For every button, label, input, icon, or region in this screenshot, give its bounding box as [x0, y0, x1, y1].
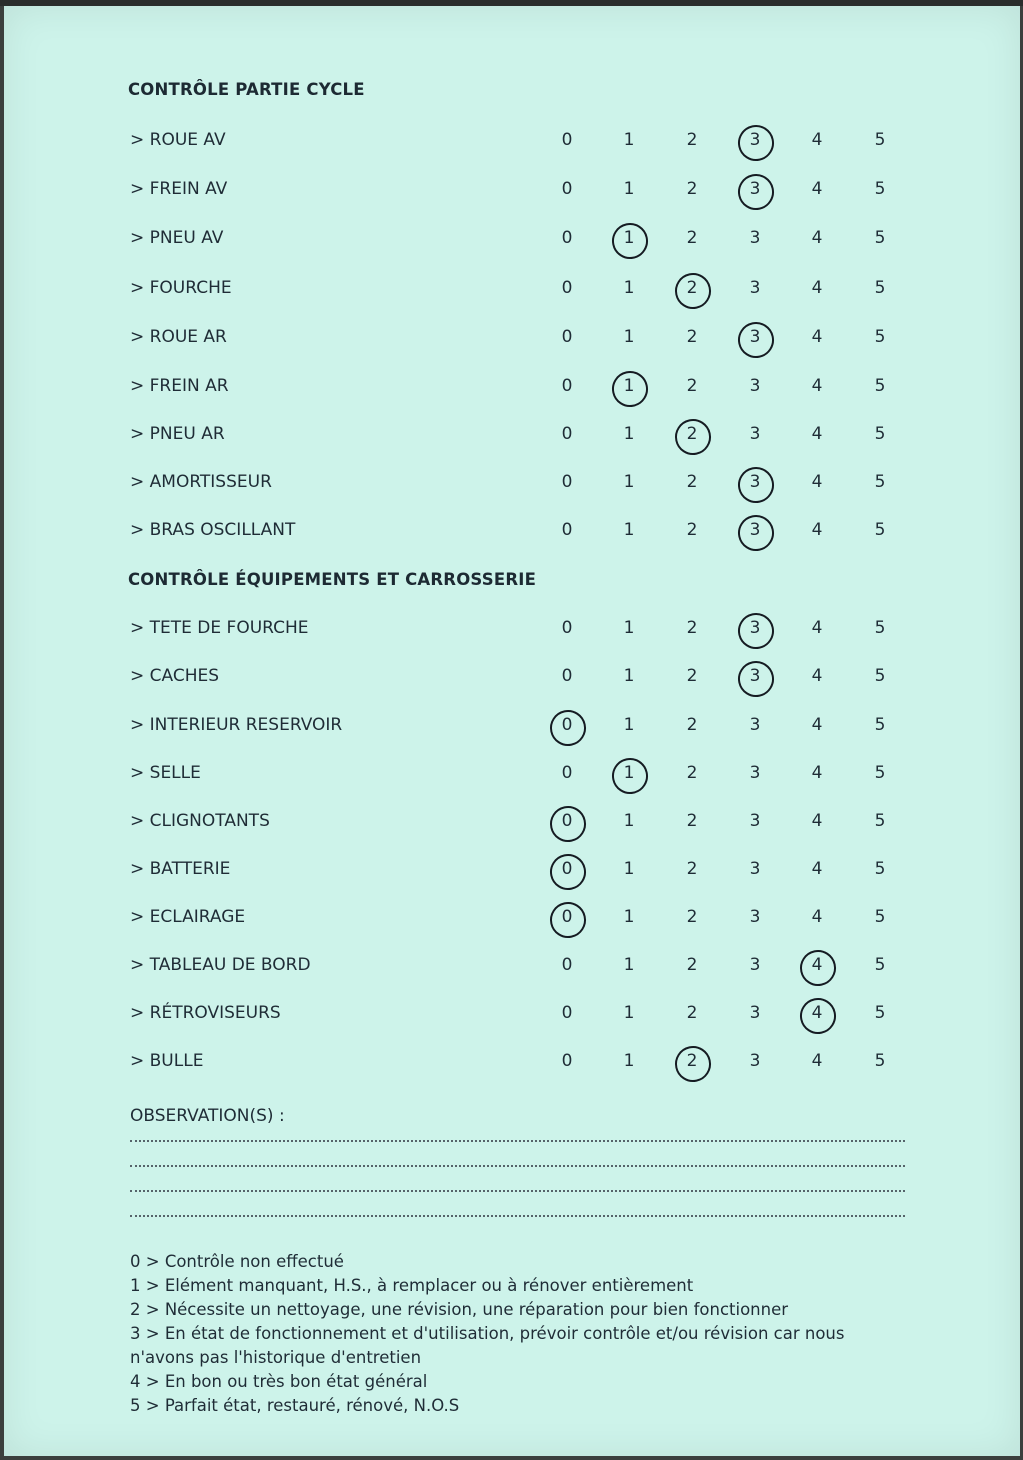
score-option-selected[interactable]: 2 — [677, 424, 707, 444]
score-option[interactable]: 5 — [874, 424, 886, 444]
score-option-selected[interactable]: 1 — [614, 376, 644, 396]
score-option[interactable]: 4 — [811, 424, 823, 444]
row-label: > FREIN AR — [130, 376, 229, 396]
score-option-selected[interactable]: 4 — [802, 955, 832, 975]
score-option[interactable]: 4 — [811, 376, 823, 396]
score-option[interactable]: 1 — [623, 472, 635, 492]
score-option[interactable]: 5 — [874, 1003, 886, 1023]
row-label: > FOURCHE — [130, 278, 232, 298]
score-option[interactable]: 2 — [686, 763, 698, 783]
score-option[interactable]: 4 — [811, 907, 823, 927]
score-option[interactable]: 5 — [874, 715, 886, 735]
checklist-row — [4, 618, 1023, 648]
checklist-row — [4, 228, 1023, 258]
score-option[interactable]: 1 — [623, 859, 635, 879]
score-option[interactable]: 0 — [561, 1051, 573, 1071]
score-option[interactable]: 0 — [561, 376, 573, 396]
score-option[interactable]: 4 — [811, 859, 823, 879]
score-option[interactable]: 5 — [874, 327, 886, 347]
score-option[interactable]: 1 — [623, 130, 635, 150]
checklist-row — [4, 424, 1023, 454]
score-option[interactable]: 2 — [686, 228, 698, 248]
score-option[interactable]: 5 — [874, 907, 886, 927]
score-option[interactable]: 2 — [686, 376, 698, 396]
score-option[interactable]: 1 — [623, 666, 635, 686]
score-option-selected[interactable]: 0 — [552, 859, 582, 879]
score-option[interactable]: 2 — [686, 618, 698, 638]
score-option-selected[interactable]: 3 — [740, 179, 770, 199]
score-option-selected[interactable]: 3 — [740, 666, 770, 686]
section-title-cycle: CONTRÔLE PARTIE CYCLE — [128, 80, 365, 99]
score-option[interactable]: 4 — [811, 1051, 823, 1071]
score-option[interactable]: 2 — [686, 327, 698, 347]
score-option[interactable]: 0 — [561, 763, 573, 783]
score-option[interactable]: 1 — [623, 520, 635, 540]
score-option[interactable]: 5 — [874, 955, 886, 975]
score-option[interactable]: 2 — [686, 907, 698, 927]
checklist-row — [4, 179, 1023, 209]
score-option[interactable]: 0 — [561, 955, 573, 975]
score-option[interactable]: 5 — [874, 376, 886, 396]
score-option[interactable]: 2 — [686, 715, 698, 735]
observations-title: OBSERVATION(S) : — [130, 1106, 285, 1126]
checklist-row — [4, 278, 1023, 308]
score-option-selected[interactable]: 0 — [552, 715, 582, 735]
score-option[interactable]: 0 — [561, 618, 573, 638]
score-option[interactable]: 5 — [874, 520, 886, 540]
checklist-row — [4, 1003, 1023, 1033]
score-option[interactable]: 3 — [749, 376, 761, 396]
score-option[interactable]: 2 — [686, 472, 698, 492]
row-label: > BRAS OSCILLANT — [130, 520, 296, 540]
score-option[interactable]: 5 — [874, 472, 886, 492]
score-option-selected[interactable]: 3 — [740, 472, 770, 492]
checklist-row — [4, 811, 1023, 841]
score-option[interactable]: 2 — [686, 955, 698, 975]
score-option-selected[interactable]: 0 — [552, 907, 582, 927]
score-option-selected[interactable]: 2 — [677, 1051, 707, 1071]
score-option[interactable]: 3 — [749, 859, 761, 879]
row-label: > BATTERIE — [130, 859, 231, 879]
score-option[interactable]: 0 — [561, 666, 573, 686]
row-label: > ROUE AR — [130, 327, 227, 347]
row-label: > TETE DE FOURCHE — [130, 618, 309, 638]
row-label: > FREIN AV — [130, 179, 228, 199]
score-option[interactable]: 4 — [811, 472, 823, 492]
inspection-sheet — [4, 6, 1020, 1456]
score-option[interactable]: 1 — [623, 424, 635, 444]
legend-item: 0 > Contrôle non effectué — [130, 1252, 344, 1271]
observation-line[interactable] — [130, 1165, 905, 1167]
legend-item: 5 > Parfait état, restauré, rénové, N.O.S — [130, 1396, 460, 1415]
score-option[interactable]: 3 — [749, 811, 761, 831]
checklist-row — [4, 520, 1023, 550]
score-option-selected[interactable]: 1 — [614, 763, 644, 783]
score-option[interactable]: 0 — [561, 179, 573, 199]
score-option[interactable]: 4 — [811, 179, 823, 199]
row-label: > CACHES — [130, 666, 220, 686]
score-option[interactable]: 0 — [561, 228, 573, 248]
score-option-selected[interactable]: 1 — [614, 228, 644, 248]
score-option[interactable]: 3 — [749, 1051, 761, 1071]
row-label: > BULLE — [130, 1051, 204, 1071]
checklist-row — [4, 763, 1023, 793]
score-option[interactable]: 0 — [561, 1003, 573, 1023]
checklist-row — [4, 327, 1023, 357]
score-option[interactable]: 2 — [686, 666, 698, 686]
score-option[interactable]: 0 — [561, 472, 573, 492]
score-option[interactable]: 1 — [623, 179, 635, 199]
score-option-selected[interactable]: 3 — [740, 327, 770, 347]
score-option[interactable]: 5 — [874, 1051, 886, 1071]
score-option[interactable]: 4 — [811, 327, 823, 347]
row-label: > ECLAIRAGE — [130, 907, 246, 927]
score-option[interactable]: 2 — [686, 1003, 698, 1023]
observation-line[interactable] — [130, 1140, 905, 1142]
score-option[interactable]: 4 — [811, 666, 823, 686]
score-option[interactable]: 3 — [749, 424, 761, 444]
score-option[interactable]: 0 — [561, 520, 573, 540]
score-option-selected[interactable]: 2 — [677, 278, 707, 298]
row-label: > RÉTROVISEURS — [130, 1003, 281, 1023]
checklist-row — [4, 376, 1023, 406]
score-option[interactable]: 3 — [749, 955, 761, 975]
score-option[interactable]: 4 — [811, 618, 823, 638]
score-option[interactable]: 0 — [561, 278, 573, 298]
checklist-row — [4, 859, 1023, 889]
score-option[interactable]: 1 — [623, 955, 635, 975]
legend-item: 2 > Nécessite un nettoyage, une révision, une réparation pour bien fonctionner — [130, 1300, 789, 1319]
score-option[interactable]: 1 — [623, 811, 635, 831]
score-option-selected[interactable]: 3 — [740, 130, 770, 150]
score-option[interactable]: 3 — [749, 228, 761, 248]
checklist-row — [4, 1051, 1023, 1081]
score-option[interactable]: 1 — [623, 1003, 635, 1023]
observation-line[interactable] — [130, 1215, 905, 1217]
row-label: > PNEU AV — [130, 228, 224, 248]
score-option[interactable]: 0 — [561, 424, 573, 444]
score-option[interactable]: 4 — [811, 520, 823, 540]
score-option[interactable]: 2 — [686, 859, 698, 879]
score-option-selected[interactable]: 3 — [740, 618, 770, 638]
score-option[interactable]: 5 — [874, 278, 886, 298]
score-option[interactable]: 2 — [686, 811, 698, 831]
score-option[interactable]: 5 — [874, 763, 886, 783]
score-option[interactable]: 0 — [561, 130, 573, 150]
score-option[interactable]: 1 — [623, 618, 635, 638]
score-option[interactable]: 4 — [811, 763, 823, 783]
score-option[interactable]: 2 — [686, 179, 698, 199]
score-option[interactable]: 4 — [811, 278, 823, 298]
score-option[interactable]: 5 — [874, 228, 886, 248]
row-label: > ROUE AV — [130, 130, 226, 150]
score-option[interactable]: 4 — [811, 130, 823, 150]
score-option[interactable]: 1 — [623, 1051, 635, 1071]
score-option[interactable]: 3 — [749, 763, 761, 783]
checklist-row — [4, 955, 1023, 985]
score-option[interactable]: 1 — [623, 715, 635, 735]
row-label: > TABLEAU DE BORD — [130, 955, 311, 975]
score-option[interactable]: 3 — [749, 907, 761, 927]
score-option-selected[interactable]: 4 — [802, 1003, 832, 1023]
score-option[interactable]: 5 — [874, 811, 886, 831]
score-option[interactable]: 5 — [874, 859, 886, 879]
row-label: > PNEU AR — [130, 424, 225, 444]
checklist-row — [4, 472, 1023, 502]
checklist-row — [4, 666, 1023, 696]
row-label: > INTERIEUR RESERVOIR — [130, 715, 343, 735]
score-option[interactable]: 2 — [686, 520, 698, 540]
score-option[interactable]: 3 — [749, 715, 761, 735]
row-label: > AMORTISSEUR — [130, 472, 272, 492]
score-option[interactable]: 5 — [874, 130, 886, 150]
score-option[interactable]: 4 — [811, 715, 823, 735]
row-label: > CLIGNOTANTS — [130, 811, 270, 831]
score-legend — [130, 1250, 900, 1418]
legend-item: 3 > En état de fonctionnement et d'utilisation, prévoir contrôle et/ou révision car nous n'avons pas l'historique d'entretien — [130, 1324, 845, 1367]
score-option[interactable]: 1 — [623, 327, 635, 347]
checklist-row — [4, 907, 1023, 937]
score-option-selected[interactable]: 3 — [740, 520, 770, 540]
score-option[interactable]: 5 — [874, 666, 886, 686]
section-title-equipment: CONTRÔLE ÉQUIPEMENTS ET CARROSSERIE — [128, 570, 537, 589]
row-label: > SELLE — [130, 763, 201, 783]
score-option[interactable]: 3 — [749, 1003, 761, 1023]
score-option[interactable]: 1 — [623, 278, 635, 298]
score-option[interactable]: 5 — [874, 179, 886, 199]
score-option[interactable]: 5 — [874, 618, 886, 638]
legend-item: 4 > En bon ou très bon état général — [130, 1372, 428, 1391]
legend-item: 1 > Elément manquant, H.S., à remplacer ou à rénover entièrement — [130, 1276, 694, 1295]
observation-line[interactable] — [130, 1190, 905, 1192]
checklist-row — [4, 130, 1023, 160]
checklist-row — [4, 715, 1023, 745]
score-option[interactable]: 2 — [686, 130, 698, 150]
score-option[interactable]: 3 — [749, 278, 761, 298]
score-option[interactable]: 1 — [623, 907, 635, 927]
score-option[interactable]: 4 — [811, 811, 823, 831]
score-option[interactable]: 4 — [811, 228, 823, 248]
score-option-selected[interactable]: 0 — [552, 811, 582, 831]
score-option[interactable]: 0 — [561, 327, 573, 347]
